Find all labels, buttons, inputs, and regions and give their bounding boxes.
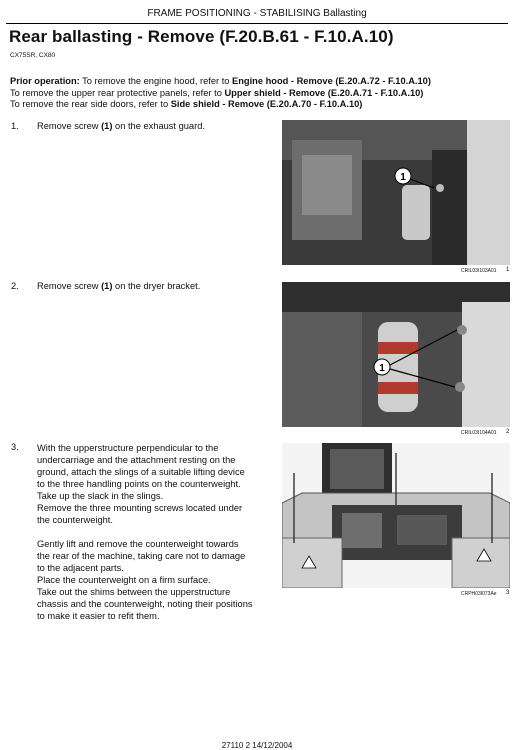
step-3-line: to the adjacent parts. — [37, 563, 124, 573]
step-1-callout-ref: (1) — [101, 121, 113, 131]
step-2-text — [37, 280, 200, 292]
step-3-line: undercarriage and the attachment resting on the — [37, 455, 236, 465]
step-3-line: Gently lift and remove the counterweight towards — [37, 539, 239, 549]
step-2-callout-ref: (1) — [101, 281, 113, 291]
prior-operation-text-2: To remove the upper rear protective panels, refer to — [10, 88, 225, 98]
upper-shield-reference[interactable]: Upper shield - Remove (E.20.A.71 - F.10.A.10) — [224, 88, 424, 98]
step-3-text — [37, 442, 277, 622]
prior-operation-line-1 — [10, 76, 431, 86]
step-3-line: ground, attach the slings of a suitable lifting device — [37, 467, 245, 477]
prior-operation-line-2 — [10, 88, 423, 98]
figure-2-dryer-bracket-photo — [282, 282, 510, 427]
header-divider — [6, 23, 508, 24]
step-2-number: 2. — [11, 281, 19, 291]
figure-1-code: CRIL03I103A01 — [461, 268, 497, 274]
figure-2-number: 2 — [506, 429, 510, 435]
model-list: CX75SR, CX80 — [10, 52, 56, 59]
prior-operation-text-1: To remove the engine hood, refer to — [79, 76, 233, 86]
step-1-number: 1. — [11, 121, 19, 131]
step-1-text-a: Remove screw — [37, 121, 102, 131]
step-3-line: to make it easier to refit them. — [37, 611, 160, 621]
step-1-text — [37, 120, 205, 132]
figure-2-code: CRIL03I104A01 — [461, 430, 497, 436]
step-2-text-b: on the dryer bracket. — [112, 281, 201, 291]
step-3-number: 3. — [11, 442, 19, 452]
step-3-line: Take out the shims between the upperstructure — [37, 587, 231, 597]
page-title: Rear ballasting - Remove (F.20.B.61 - F.10.A.10) — [9, 27, 394, 46]
step-3-line: Remove the three mounting screws located under — [37, 503, 243, 513]
engine-hood-reference[interactable]: Engine hood - Remove (E.20.A.72 - F.10.A.10) — [232, 76, 431, 86]
figure-3-counterweight-photo — [282, 443, 510, 588]
figure-3-code: CRPH03I073Ae — [461, 591, 497, 597]
prior-operation-lead: Prior operation: — [10, 76, 80, 86]
step-3-line: With the upperstructure perpendicular to the — [37, 443, 219, 453]
step-3-line — [37, 526, 277, 538]
prior-operation-text-3: To remove the rear side doors, refer to — [10, 99, 171, 109]
figure-3-number: 3 — [506, 590, 510, 596]
figure-1-number: 1 — [506, 267, 510, 273]
step-2-text-a: Remove screw — [37, 281, 102, 291]
step-3-line: Place the counterweight on a firm surface. — [37, 575, 211, 585]
step-1-text-b: on the exhaust guard. — [112, 121, 205, 131]
page-footer: 27110 2 14/12/2004 — [221, 741, 293, 750]
step-3-line: chassis and the counterweight, noting their positions — [37, 599, 253, 609]
step-3-line: the counterweight. — [37, 515, 113, 525]
step-3-line: Take up the slack in the slings. — [37, 491, 164, 501]
figure-1-exhaust-guard-photo — [282, 120, 510, 265]
side-shield-reference[interactable]: Side shield - Remove (E.20.A.70 - F.10.A.10) — [170, 99, 363, 109]
figure-2-callout: 1 — [379, 363, 385, 374]
figure-1-callout: 1 — [400, 172, 406, 183]
section-header: FRAME POSITIONING - STABILISING Ballasting — [147, 8, 367, 19]
step-3-line: the rear of the machine, taking care not to damage — [37, 551, 246, 561]
prior-operation-line-3 — [10, 99, 362, 109]
step-3-line: to the three handling points on the counterweight. — [37, 479, 241, 489]
